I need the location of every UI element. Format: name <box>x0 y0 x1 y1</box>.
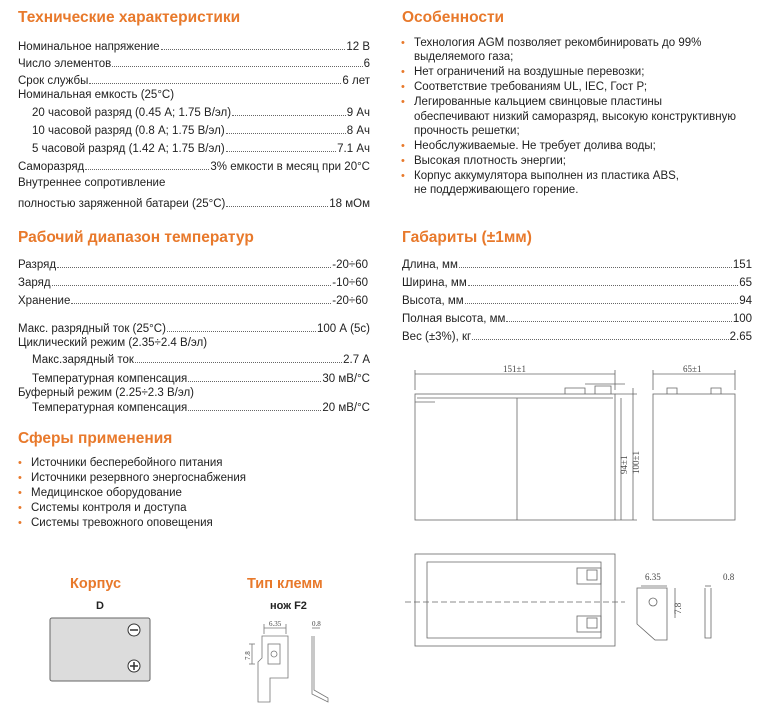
dim-value: 100 <box>732 313 752 325</box>
max-discharge-current <box>18 319 370 335</box>
spec-label: Номинальное напряжение <box>18 41 160 53</box>
temp-label: Разряд <box>18 259 57 271</box>
dim-label: Высота, мм <box>402 295 464 307</box>
temp-charge <box>18 273 368 289</box>
dim-label: Вес (±3%), кг <box>402 331 472 343</box>
spec-resistance <box>18 194 370 210</box>
temp-compensation-buffer <box>32 398 370 414</box>
feature-item: • Технология AGM позволяет рекомбинировать до 99% <box>414 37 701 49</box>
drawing-full-height-dim: 100±1 <box>631 451 641 474</box>
cyclic-title: Циклический режим (2.35÷2.4 В/эл) <box>18 337 208 349</box>
dim-label: Длина, мм <box>402 259 458 271</box>
spec-label: полностью заряженной батареи (25°C) <box>18 198 226 210</box>
drawing-length-dim: 151±1 <box>503 364 526 374</box>
feature-item: • Высокая плотность энергии; <box>414 155 566 167</box>
terminal-dim-width: 6.35 <box>269 620 282 628</box>
case-d-drawing <box>48 616 154 684</box>
spec-label: 10 часовой разряд (0.8 А; 1.75 В/эл) <box>32 125 225 137</box>
drawing-width-dim: 65±1 <box>683 364 702 374</box>
drawing-terminal-width: 6.35 <box>645 572 661 582</box>
spec-nominal-voltage <box>18 37 370 53</box>
feature-item: • Легированные кальцием свинцовые пластины <box>414 96 662 108</box>
drawing-height-dim: 94±1 <box>619 455 629 474</box>
spec-label: Саморазряд <box>18 161 85 173</box>
terminal-dim-thickness: 0.8 <box>312 620 321 628</box>
application-item: • Источники бесперебойного питания <box>31 457 222 469</box>
terminal-dim-height: 7.8 <box>244 651 252 660</box>
spec-value: 7.1 Ач <box>337 143 370 155</box>
buffer-title: Буферный режим (2.25÷2.3 В/эл) <box>18 387 195 399</box>
spec-value: 6 лет <box>342 75 370 87</box>
spec-value: 6 <box>363 58 370 70</box>
terminal-f2-drawing <box>240 618 340 710</box>
case-title: Корпус <box>70 576 122 592</box>
case-type: D <box>96 600 104 612</box>
feature-item-cont: выделяемого газа; <box>414 51 514 63</box>
spec-cap20 <box>32 103 370 119</box>
capacity-title: Номинальная емкость (25°C) <box>18 89 175 101</box>
drawing-terminal-height: 7.8 <box>673 602 683 614</box>
feature-item-cont: прочность решетки; <box>414 125 520 137</box>
max-charge-current <box>32 350 370 366</box>
temp-label: Температурная компенсация <box>32 373 188 385</box>
application-item: • Источники резервного энергоснабжения <box>31 472 246 484</box>
dim-height <box>402 291 752 307</box>
dim-weight <box>402 327 752 343</box>
spec-label: 20 часовой разряд (0.45 А; 1.75 В/эл) <box>32 107 232 119</box>
dim-length <box>402 255 752 271</box>
battery-dimension-drawing <box>405 358 755 658</box>
spec-cells <box>18 54 370 70</box>
temp-label: Хранение <box>18 295 71 307</box>
spec-life <box>18 71 370 87</box>
features-title: Особенности <box>402 9 505 26</box>
spec-cap5 <box>32 139 370 155</box>
spec-value: 3% емкости в месяц при 20°C <box>210 161 370 173</box>
temp-value: 30 мВ/°C <box>322 373 370 385</box>
temp-label: Заряд <box>18 277 51 289</box>
temp-label: Макс. разрядный ток (25°C) <box>18 323 166 335</box>
temp-label: Макс.зарядный ток <box>32 354 134 366</box>
feature-item: • Необслуживаемые. Не требует долива воды; <box>414 140 656 152</box>
feature-item-cont: не поддерживающего горение. <box>414 184 579 196</box>
spec-value: 8 Ач <box>346 125 370 137</box>
feature-item-cont: обеспечивают низкий саморазряд, высокую конструктивную <box>414 111 736 123</box>
temp-compensation-cyclic <box>32 369 370 385</box>
application-item: • Системы контроля и доступа <box>31 502 186 514</box>
dim-value: 2.65 <box>729 331 752 343</box>
dim-width <box>402 273 752 289</box>
dim-value: 94 <box>739 295 752 307</box>
temp-storage <box>18 291 368 307</box>
temp-label: Температурная компенсация <box>32 402 188 414</box>
terminal-title: Тип клемм <box>247 576 323 592</box>
applications-title: Сферы применения <box>18 430 173 447</box>
specs-title: Технические характеристики <box>18 9 241 26</box>
temp-value: -20÷60 <box>332 295 368 307</box>
feature-item: • Соответствие требованиям UL, IEC, Гост Р; <box>414 81 647 93</box>
spec-self-discharge <box>18 157 370 173</box>
dim-value: 65 <box>739 277 752 289</box>
feature-item: • Нет ограничений на воздушные перевозки; <box>414 66 644 78</box>
spec-label: Число элементов <box>18 58 112 70</box>
temp-value: -20÷60 <box>332 259 368 271</box>
spec-value: 9 Ач <box>346 107 370 119</box>
temp-title: Рабочий диапазон температур <box>18 229 254 246</box>
spec-label: 5 часовой разряд (1.42 А; 1.75 В/эл) <box>32 143 225 155</box>
dim-full-height <box>402 309 752 325</box>
temp-value: 2.7 А <box>343 354 370 366</box>
spec-value: 18 мОм <box>329 198 370 210</box>
dim-label: Ширина, мм <box>402 277 467 289</box>
temp-value: 20 мВ/°C <box>322 402 370 414</box>
spec-value: 12 В <box>346 41 370 53</box>
terminal-type: нож F2 <box>270 600 307 612</box>
feature-item: • Корпус аккумулятора выполнен из пластика ABS, <box>414 170 679 182</box>
dim-value: 151 <box>732 259 752 271</box>
drawing-terminal-thickness: 0.8 <box>723 572 735 582</box>
temp-value: 100 А (5с) <box>316 323 370 335</box>
dim-label: Полная высота, мм <box>402 313 506 325</box>
temp-value: -10÷60 <box>332 277 368 289</box>
application-item: • Медицинское оборудование <box>31 487 182 499</box>
dims-title: Габариты (±1мм) <box>402 229 532 246</box>
application-item: • Системы тревожного оповещения <box>31 517 213 529</box>
resistance-title: Внутреннее сопротивление <box>18 177 166 189</box>
spec-label: Срок службы <box>18 75 89 87</box>
spec-cap10 <box>32 121 370 137</box>
temp-discharge <box>18 255 368 271</box>
